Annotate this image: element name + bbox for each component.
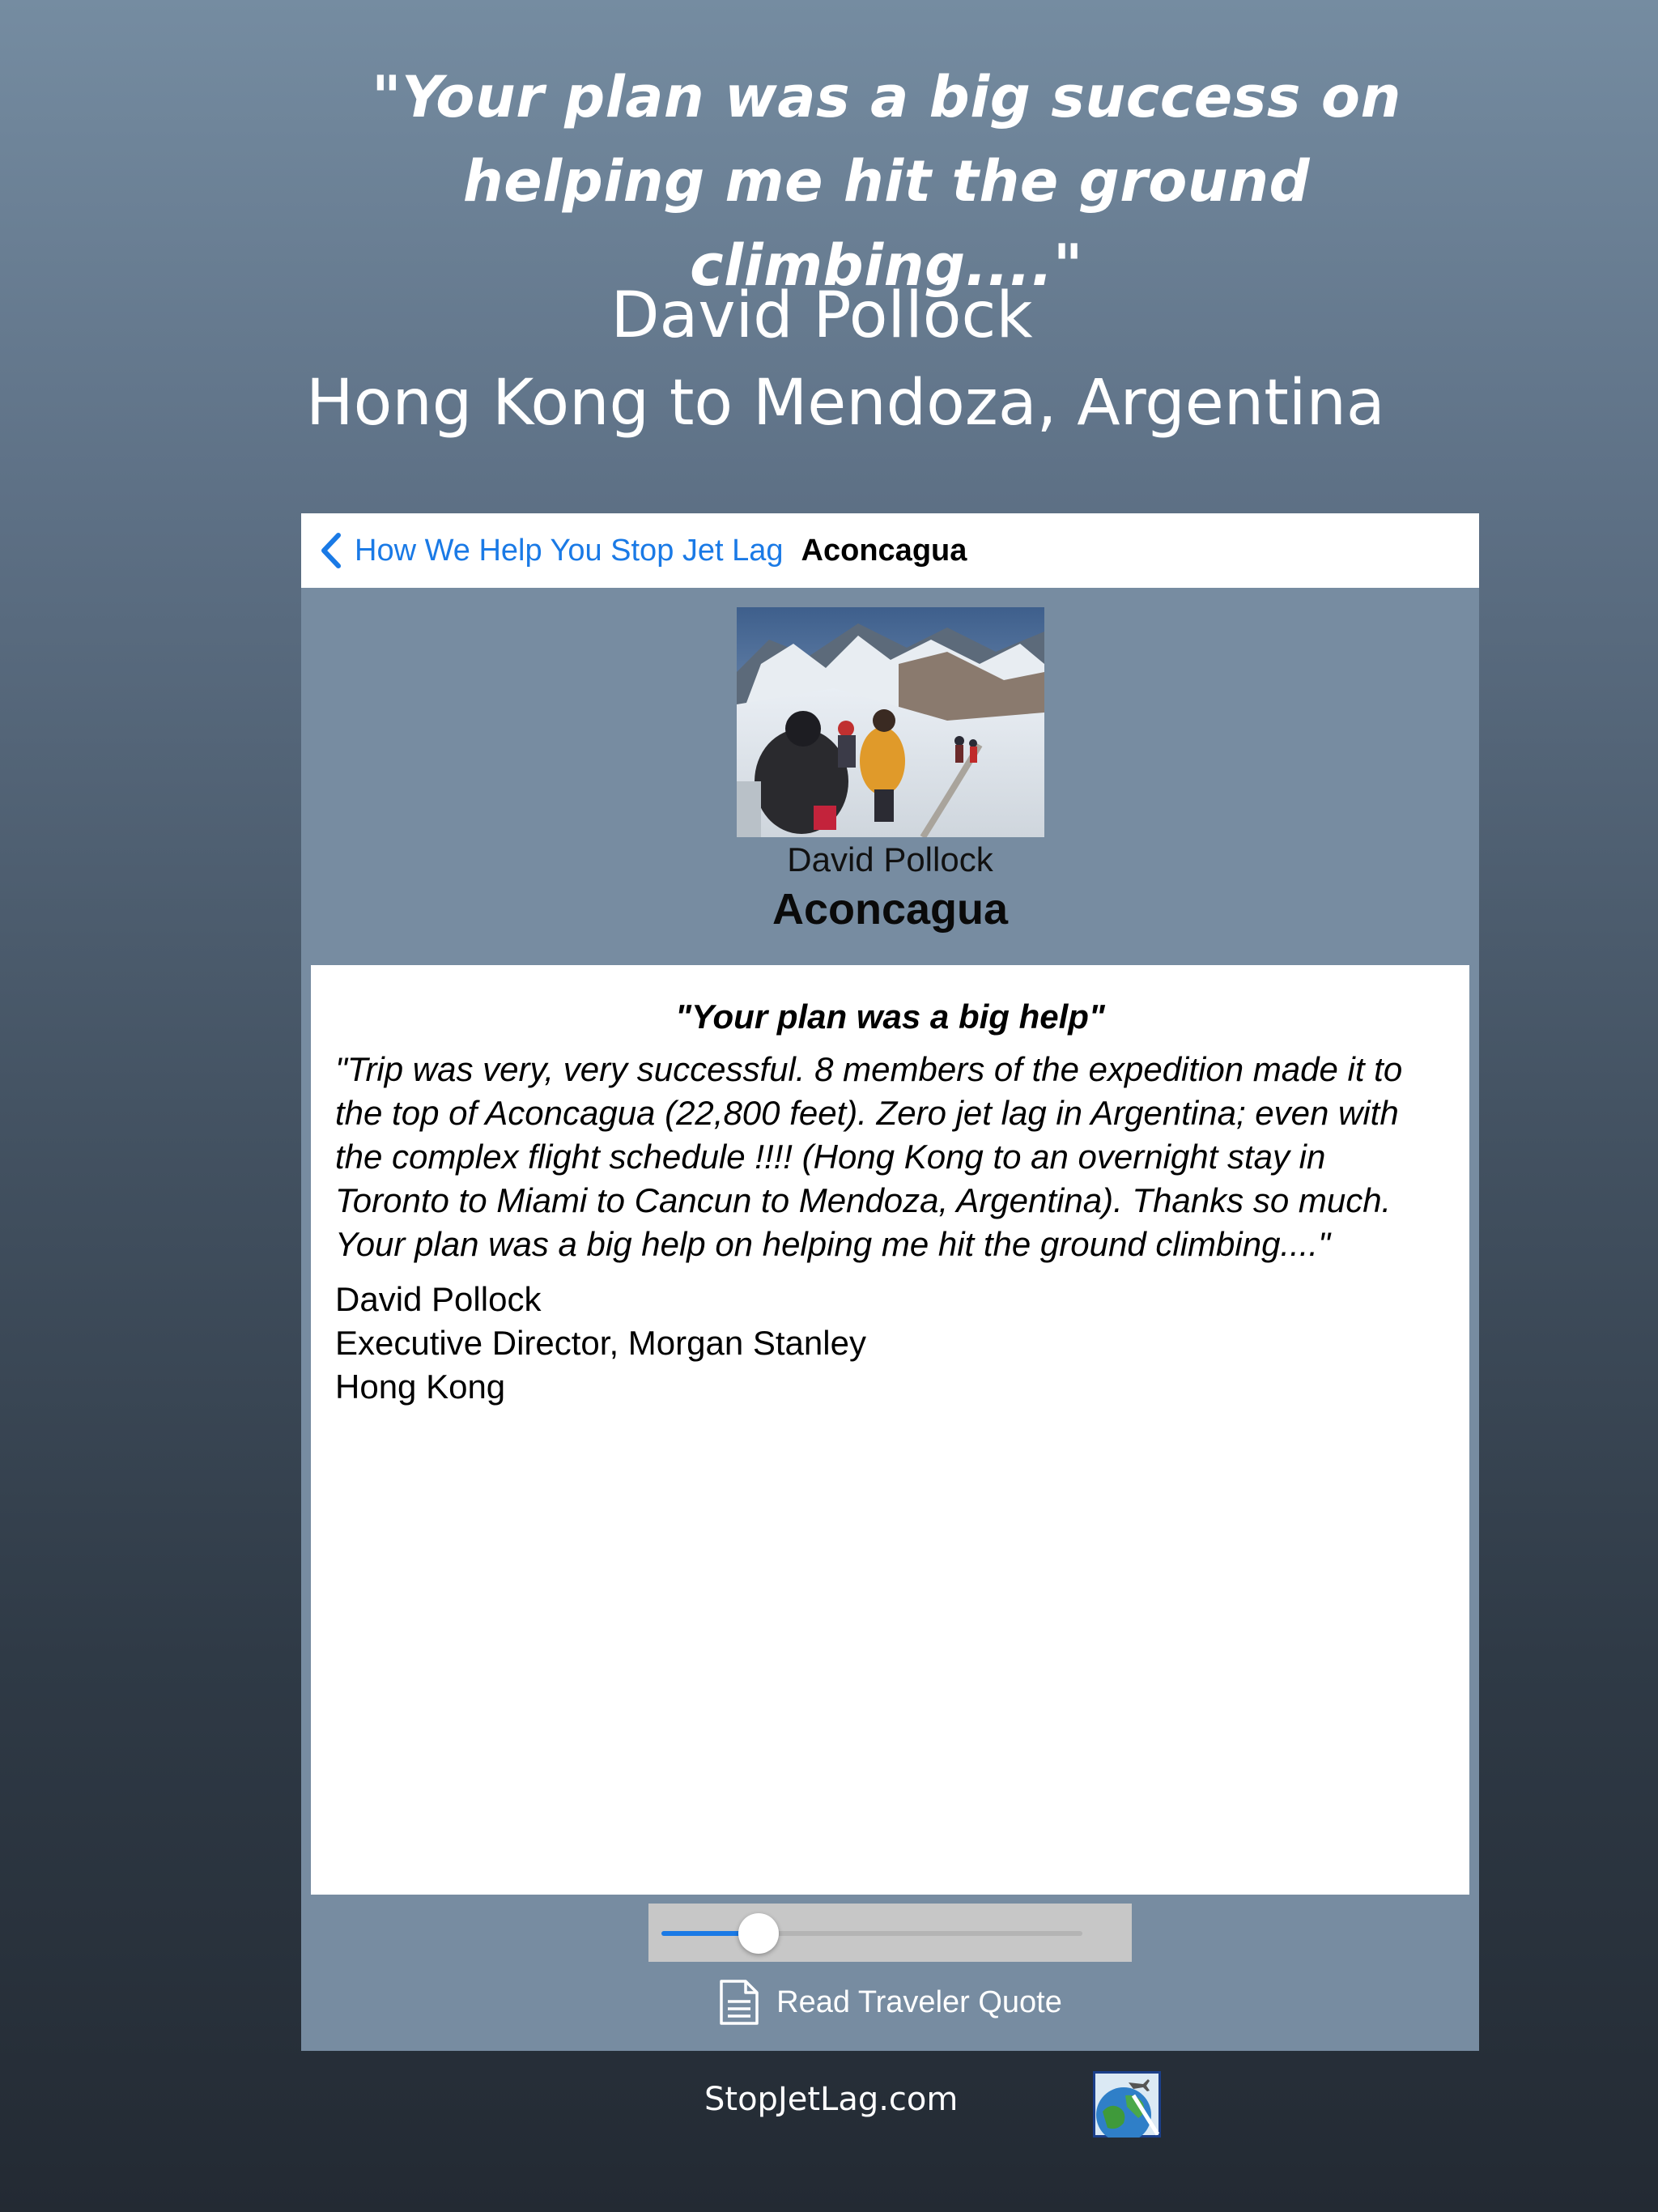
signature	[335, 1278, 1445, 1409]
quote-body: "Trip was very, very successful. 8 members of the expedition made it to the top of Aconcagua (22,800 feet). Zero jet lag in Argentina; even with the complex flight schedule !!!! (Hong Kong to an overnight stay in Toronto to Miami to Cancun to Mendoza, Argentina). Thanks so much. Your plan was a big help on helping me hit the ground climbing...."	[335, 1050, 1403, 1263]
signature-name: David Pollock	[335, 1280, 542, 1318]
page-slider-container	[648, 1904, 1132, 1962]
document-icon	[718, 1979, 760, 2026]
site-name: StopJetLag.com	[704, 2081, 959, 2118]
chevron-left-icon	[319, 532, 343, 569]
globe-plane-logo-icon	[1093, 2071, 1161, 2138]
navigation-bar	[301, 513, 1479, 588]
author-name: David Pollock	[610, 279, 1033, 352]
page-slider-track[interactable]	[661, 1931, 1082, 1936]
app-screen	[301, 513, 1479, 2051]
page-slider-thumb[interactable]	[738, 1913, 779, 1954]
photo-caption: David Pollock	[787, 840, 993, 878]
quote-card	[311, 965, 1469, 1895]
back-button[interactable]	[319, 532, 784, 569]
read-traveler-quote-button[interactable]	[301, 1979, 1479, 2026]
photo-title: Aconcagua	[772, 885, 1009, 934]
signature-location: Hong Kong	[335, 1368, 506, 1406]
testimonial-headline: "Your plan was a big success on helping me hit the ground climbing...."	[372, 64, 1401, 299]
travel-route: Hong Kong to Mendoza, Argentina	[306, 367, 1385, 440]
quote-heading: "Your plan was a big help"	[675, 998, 1105, 1036]
back-button-label: How We Help You Stop Jet Lag	[355, 533, 784, 568]
climbers-photo	[737, 607, 1044, 837]
nav-title: Aconcagua	[801, 533, 967, 568]
read-traveler-quote-label: Read Traveler Quote	[776, 1984, 1062, 2019]
signature-title: Executive Director, Morgan Stanley	[335, 1324, 866, 1362]
